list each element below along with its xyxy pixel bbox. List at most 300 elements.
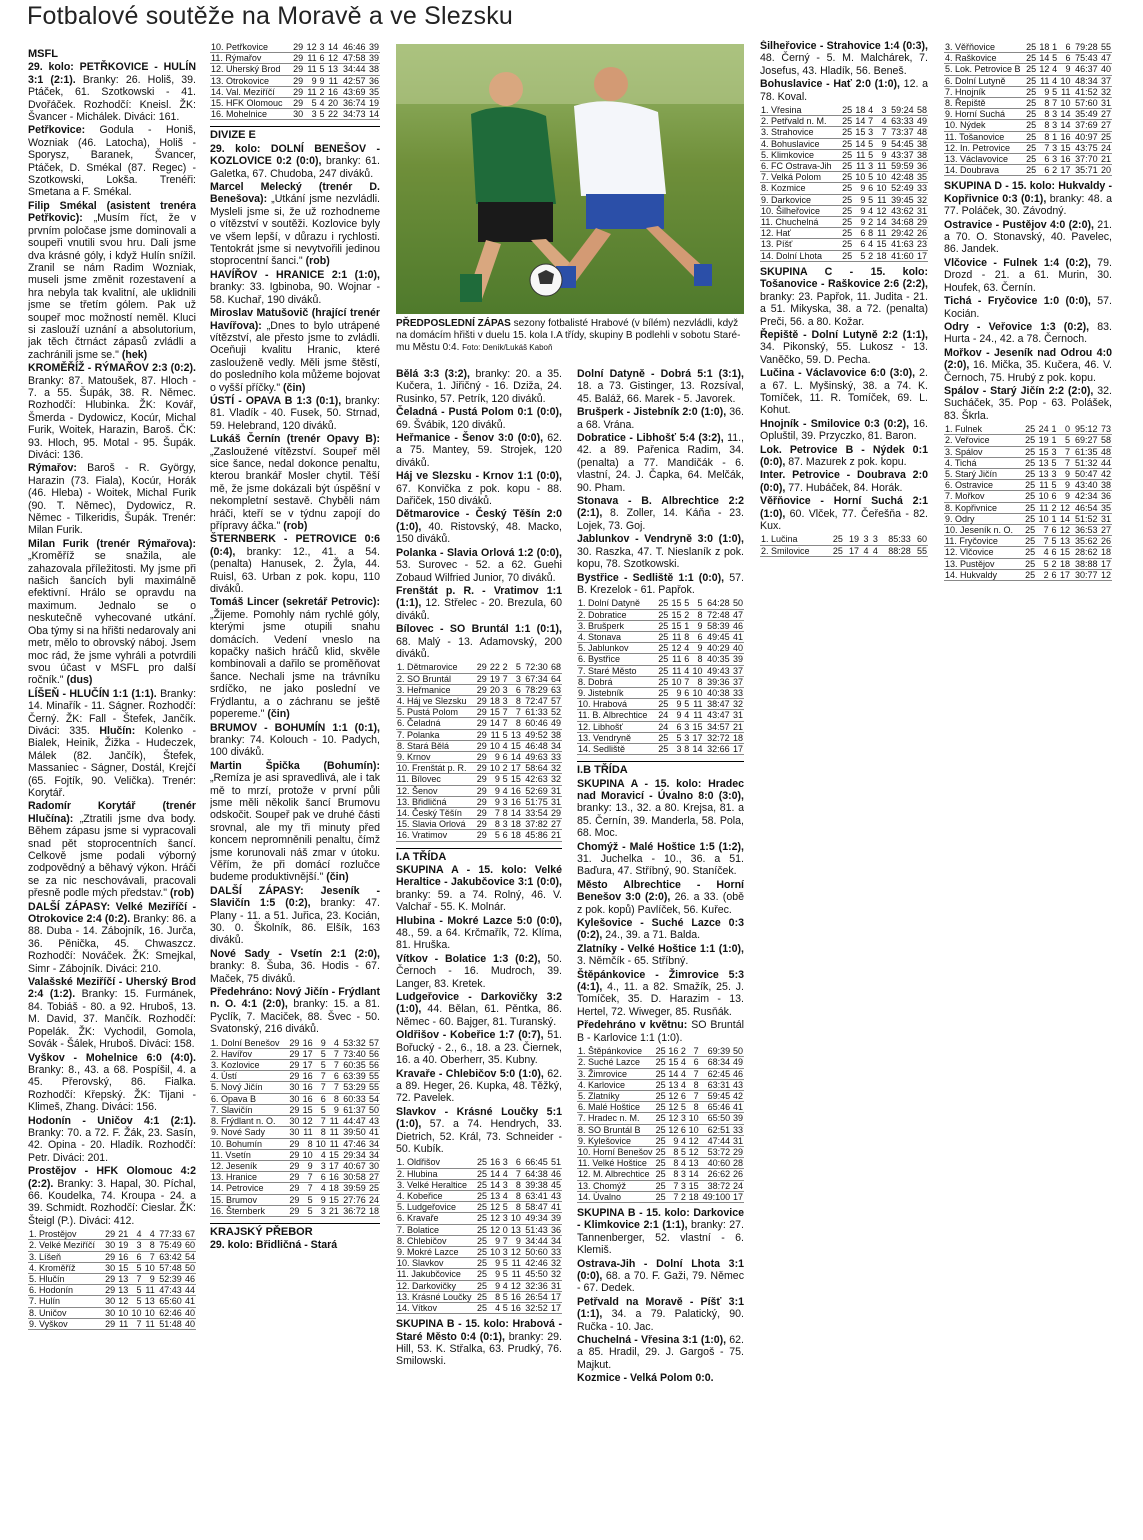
table-row bbox=[210, 109, 380, 120]
stat-cell: 18 bbox=[509, 819, 522, 830]
stat-cell: 30 bbox=[103, 1307, 116, 1318]
stat-cell: 14 bbox=[366, 109, 380, 120]
stat-cell: 6 bbox=[680, 1090, 686, 1101]
stat-cell: 9 bbox=[488, 1280, 501, 1291]
stat-cell: 73:37 bbox=[887, 127, 914, 138]
stat-cell: 39 bbox=[366, 53, 380, 64]
stat-cell: 3 bbox=[680, 1113, 686, 1124]
stat-cell: 5 bbox=[502, 1269, 508, 1280]
stat-cell: 29 bbox=[291, 86, 304, 97]
table-row bbox=[760, 534, 928, 545]
stat-cell: 48 bbox=[1098, 446, 1112, 457]
table-row bbox=[210, 1071, 380, 1082]
team-name: 14. Český Těšín bbox=[396, 807, 475, 818]
stat-cell: 6 bbox=[502, 751, 508, 762]
stat-cell: 9 bbox=[874, 138, 887, 149]
stat-cell: 16 bbox=[509, 1302, 522, 1313]
table-row bbox=[396, 1280, 562, 1291]
stat-cell: 5 bbox=[853, 250, 866, 261]
stat-cell: 6 bbox=[684, 654, 690, 665]
match-report: DALŠÍ ZÁPASY: Velké Meziříčí - Otrokovice 2:4 (0:2). Branky: 86. a 88. Duba - 14. Zábojník, 16. Jurča, 36. Pěnička, 45. Chwaszcz. Rozhodčí: Nováček. ŽK: Smejkal, Simr - Zábojník. Diváci: 210. bbox=[28, 900, 196, 975]
stat-cell: 12 bbox=[488, 1202, 501, 1213]
stat-cell: 3 bbox=[1052, 154, 1058, 165]
stat-cell: 25 bbox=[475, 1157, 488, 1168]
table-row bbox=[760, 138, 928, 149]
stat-cell: 24 bbox=[732, 1180, 743, 1191]
stat-cell: 15 bbox=[690, 721, 703, 732]
stat-cell: 34:57 bbox=[704, 721, 731, 732]
stat-cell: 63:31 bbox=[700, 1079, 731, 1090]
stat-cell: 7 bbox=[314, 1071, 327, 1082]
stat-cell: 48:34 bbox=[1071, 75, 1098, 86]
stat-cell: 38:88 bbox=[1071, 558, 1099, 569]
stat-cell: 49:63 bbox=[522, 751, 549, 762]
stat-cell: 51:52 bbox=[1071, 513, 1099, 524]
stat-cell: 15 bbox=[1036, 446, 1049, 457]
table-row bbox=[210, 1060, 380, 1071]
match-report: Valašské Meziříčí - Uherský Brod 2:4 (1:2). Branky: 15. Furmánek, 84. Tobiáš - 80. a 92. Hruboš, 13. M. David, 37. Mančík. Rozhodčí: Popelák. ŽK: Vychodil, Gomola, Sovák - Šálek, Hruboš. Diváci: 158. bbox=[28, 976, 196, 1051]
table-row bbox=[944, 109, 1112, 120]
team-name: 4. Karlovice bbox=[577, 1079, 654, 1090]
stat-cell: 35:49 bbox=[1071, 109, 1098, 120]
stat-cell: 7 bbox=[502, 1235, 508, 1246]
stat-cell: 9 bbox=[488, 1258, 501, 1269]
stat-cell: 8 bbox=[509, 1190, 522, 1201]
stat-cell: 25 bbox=[1023, 569, 1036, 580]
table-row bbox=[944, 502, 1112, 513]
table-row bbox=[577, 1169, 744, 1180]
match-report: Odry - Veřovice 1:3 (0:2), 83. Hurta - 24., 42. a 78. Černoch. bbox=[944, 320, 1112, 346]
football-players-photo bbox=[396, 44, 744, 314]
stat-cell: 5 bbox=[314, 1048, 327, 1059]
stat-cell: 5 bbox=[868, 172, 874, 183]
stat-cell: 8 bbox=[687, 1102, 700, 1113]
team-name: 11. Jakubčovice bbox=[396, 1269, 475, 1280]
stat-cell: 9 bbox=[669, 687, 682, 698]
stat-cell: 43 bbox=[549, 1190, 562, 1201]
stat-cell: 32 bbox=[1099, 86, 1112, 97]
team-name: 5. Klimkovice bbox=[760, 149, 840, 160]
stat-cell: 25 bbox=[656, 643, 669, 654]
team-name: 8. Frýdlant n. O. bbox=[210, 1116, 287, 1127]
stat-cell: 10 bbox=[314, 1138, 327, 1149]
table-row bbox=[944, 42, 1112, 53]
stat-cell: 12 bbox=[688, 1135, 699, 1146]
match-report: Bystřice - Sedliště 1:1 (0:0), 57. B. Krezelok - 61. Papřok. bbox=[577, 571, 744, 596]
stat-cell: 3 bbox=[680, 1169, 686, 1180]
stat-cell: 25 bbox=[1024, 120, 1037, 131]
stat-cell: 25 bbox=[840, 127, 853, 138]
team-name: 15. Slavia Orlová bbox=[396, 819, 475, 830]
table-row bbox=[944, 98, 1112, 109]
stat-cell: 28 bbox=[732, 1158, 743, 1169]
stat-cell: 63:33 bbox=[887, 116, 914, 127]
team-name: 7. Hulín bbox=[28, 1296, 103, 1307]
stat-cell: 2 bbox=[868, 217, 874, 228]
stat-cell: 21 bbox=[1099, 154, 1112, 165]
match-report: Vlčovice - Fulnek 1:4 (0:2), 79. Drozd - 21. a 61. Murin, 30. Houfek, 63. Černín. bbox=[944, 256, 1112, 294]
table-row bbox=[210, 1149, 380, 1160]
stat-cell: 29 bbox=[291, 75, 304, 86]
team-name: 1. Oldřišov bbox=[396, 1157, 475, 1168]
stat-cell: 8 bbox=[1037, 131, 1050, 142]
match-report: Předehráno v květnu: SO Bruntál B - Karlovice 1:1 (1:0). bbox=[577, 1019, 744, 1044]
stat-cell: 5 bbox=[509, 662, 522, 673]
table-row bbox=[396, 662, 562, 673]
table-row bbox=[577, 721, 744, 732]
stat-cell: 9 bbox=[1057, 491, 1070, 502]
stat-cell: 29 bbox=[287, 1048, 300, 1059]
stat-cell: 4 bbox=[684, 710, 690, 721]
match-report: Čeladná - Pustá Polom 0:1 (0:0), 69. Švábik, 120 diváků. bbox=[396, 406, 562, 431]
stat-cell: 31 bbox=[549, 1280, 562, 1291]
stat-cell: 36 bbox=[366, 75, 380, 86]
stat-cell: 39 bbox=[731, 654, 744, 665]
stat-cell: 25 bbox=[475, 1213, 488, 1224]
table-row bbox=[577, 1135, 744, 1146]
stat-cell: 14 bbox=[668, 1068, 679, 1079]
stat-cell: 2 bbox=[1052, 165, 1058, 176]
stat-cell: 56 bbox=[367, 1060, 380, 1071]
stat-cell: 3 bbox=[868, 161, 874, 172]
team-name: 9. Kylešovice bbox=[577, 1135, 654, 1146]
section-heading: I.B TŘÍDA bbox=[577, 761, 744, 776]
table-row bbox=[944, 165, 1112, 176]
stat-cell: 5 bbox=[1051, 457, 1057, 468]
team-name: 4. Raškovice bbox=[944, 53, 1024, 64]
table-row bbox=[396, 673, 562, 684]
stat-cell: 72:48 bbox=[704, 609, 731, 620]
team-name: 14. Dolní Lhota bbox=[760, 250, 840, 261]
stat-cell: 58:39 bbox=[704, 620, 731, 631]
stat-cell: 16 bbox=[300, 1071, 313, 1082]
match-report: SKUPINA A - 15. kolo: Velké Heraltice - Jakubčovice 3:1 (0:0), branky: 59. a 74. Rolný, 46. V. Valchař - 55. K. Molnár. bbox=[396, 864, 562, 914]
team-name: 12. Šenov bbox=[396, 785, 475, 796]
stat-cell: 9 bbox=[669, 699, 682, 710]
stat-cell: 11 bbox=[853, 149, 866, 160]
stat-cell: 25 bbox=[1024, 64, 1037, 75]
stat-cell: 38 bbox=[549, 729, 562, 740]
stat-cell: 49:100 bbox=[700, 1191, 731, 1202]
stat-cell: 5 bbox=[684, 699, 690, 710]
stat-cell: 24 bbox=[1099, 142, 1112, 153]
table-row bbox=[396, 830, 562, 841]
stat-cell: 11 bbox=[116, 1318, 129, 1329]
stat-cell: 6 bbox=[1037, 165, 1050, 176]
match-report: Kravaře - Chlebičov 5:0 (1:0), 62. a 89. Heger, 26. Kupka, 48. Těžký, 72. Pavelek. bbox=[396, 1067, 562, 1105]
team-name: 6. Malé Hoštice bbox=[577, 1102, 654, 1113]
stat-cell: 12 bbox=[300, 1116, 313, 1127]
stat-cell: 25 bbox=[656, 743, 669, 754]
stat-cell: 6 bbox=[1051, 547, 1057, 558]
stat-cell: 15 bbox=[509, 740, 522, 751]
stat-cell: 4 bbox=[488, 1302, 501, 1313]
stat-cell: 33 bbox=[732, 1124, 743, 1135]
team-name: 10. Bohumín bbox=[210, 1138, 287, 1149]
stat-cell: 25 bbox=[475, 1179, 488, 1190]
stat-cell: 12 bbox=[488, 1224, 501, 1235]
stat-cell: 44:47 bbox=[340, 1116, 367, 1127]
stat-cell: 8 bbox=[1037, 109, 1050, 120]
stat-cell: 11 bbox=[690, 710, 703, 721]
match-report: DALŠÍ ZÁPASY: Jeseník - Slavičín 1:5 (0:2), branky: 47. Plany - 11. a 51. Juřica, 23. Kocián, 30. 0. Školník, 86. Elšík, 163 diváků. bbox=[210, 884, 380, 947]
stat-cell: 37 bbox=[731, 665, 744, 676]
stat-cell: 40 bbox=[1099, 64, 1112, 75]
stat-cell: 3 bbox=[509, 673, 522, 684]
table-row bbox=[396, 684, 562, 695]
stat-cell: 63:41 bbox=[522, 1190, 549, 1201]
match-report: Filip Smékal (asistent trenéra Petřkovic): „Musím říct, že v prvním poločase jsme dominovali a soupeři vnutili svou hru. Dali jsme dva krásné góly, i když Hulín snížil. Zranil se nám Radim Wozniak, museli jsme změnit rozestavení a hra nebyla tak kvalitní, ale uklidnili jsme se třetím gólem. Pak už soupeř moc možností neměl. Kluci si zaslouží uznání a absolutorium, jak těch čtrnáct zápasů zvládli a zachránili jsme se." (hek) bbox=[28, 199, 196, 361]
match-report: Hodonín - Uničov 4:1 (2:1). Branky: 70. a 72. F. Žák, 23. Sasín, 42. Opina - 20. Hladík. Rozhodčí: Petr. Diváci: 201. bbox=[28, 1114, 196, 1164]
stat-cell: 40 bbox=[183, 1318, 196, 1329]
match-report: Lok. Petrovice B - Nýdek 0:1 (0:0), 87. Mazurek z pok. kopu. bbox=[760, 443, 928, 468]
team-name: 3. Líšeň bbox=[28, 1251, 103, 1262]
stat-cell: 11 bbox=[327, 1138, 340, 1149]
team-name: 15. HFK Olomouc bbox=[210, 98, 291, 109]
table-row bbox=[210, 1172, 380, 1183]
team-name: 2. Petřvald n. M. bbox=[760, 116, 840, 127]
stat-cell: 7 bbox=[143, 1251, 156, 1262]
match-report: Mořkov - Jeseník nad Odrou 4:0 (2:0), 16. Mička, 35. Kučera, 46. V. Černoch, 75. Hrubý z pok. kopu. bbox=[944, 346, 1112, 384]
team-name: 7. Slavičín bbox=[210, 1104, 287, 1115]
team-name: 14. Úvalno bbox=[577, 1191, 654, 1202]
stat-cell: 8 bbox=[509, 695, 522, 706]
stat-cell: 25 bbox=[1023, 513, 1036, 524]
stat-cell: 11 bbox=[1058, 86, 1071, 97]
stat-cell: 25 bbox=[828, 545, 844, 556]
stat-cell: 31 bbox=[1098, 513, 1112, 524]
team-name: 5. Starý Jičín bbox=[944, 468, 1023, 479]
stat-cell: 9 bbox=[1058, 64, 1071, 75]
stat-cell: 18 bbox=[327, 1183, 340, 1194]
stat-cell: 59:45 bbox=[700, 1090, 731, 1101]
stat-cell: 12 bbox=[488, 1213, 501, 1224]
stat-cell: 25 bbox=[655, 1057, 666, 1068]
stat-cell: 13 bbox=[668, 1079, 679, 1090]
stat-cell: 7 bbox=[667, 1180, 680, 1191]
stat-cell: 25 bbox=[655, 1135, 666, 1146]
team-name: 13. Otrokovice bbox=[210, 75, 291, 86]
stat-cell: 40:67 bbox=[340, 1160, 367, 1171]
stat-cell: 24 bbox=[367, 1194, 380, 1205]
stat-cell: 8 bbox=[314, 1127, 327, 1138]
stat-cell: 35:62 bbox=[1071, 536, 1099, 547]
stat-cell: 35 bbox=[366, 86, 380, 97]
stat-cell: 29 bbox=[475, 796, 488, 807]
match-report: Radomír Korytář (trenér Hlučína): „Ztratili jsme dva body. Během zápasu jsme si vypracovali snad pět stoprocentních šancí. Celkově jsme podali výborný zodpovědný a běhavý výkon. Hráči se za nic neschovávali, pracovali přesně podle mých představ." (rob) bbox=[28, 800, 196, 900]
team-name: 4. Kobeřice bbox=[396, 1190, 475, 1201]
stat-cell: 8 bbox=[690, 609, 703, 620]
stat-cell: 21 bbox=[327, 1205, 340, 1216]
match-report: Dětmarovice - Český Těšín 2:0 (1:0), 40. Ristovský, 48. Macko, 150 diváků. bbox=[396, 508, 562, 546]
stat-cell: 44 bbox=[183, 1285, 196, 1296]
team-name: 5. Pustá Polom bbox=[396, 707, 475, 718]
stat-cell: 25 bbox=[1024, 42, 1037, 53]
stat-cell: 9 bbox=[853, 183, 866, 194]
stat-cell: 17 bbox=[1098, 558, 1112, 569]
table-row bbox=[210, 1093, 380, 1104]
stat-cell: 29 bbox=[287, 1060, 300, 1071]
match-report: Lučina - Václavovice 6:0 (3:0), 2. a 67. L. Myšinský, 38. a 74. K. Tomíček, 11. R. Tomíček, 69. L. Kohut. bbox=[760, 367, 928, 417]
stat-cell: 25 bbox=[828, 534, 844, 545]
stat-cell: 60 bbox=[912, 534, 928, 545]
table-row bbox=[577, 1146, 744, 1157]
team-name: 12. Vlčovice bbox=[944, 547, 1023, 558]
table-row bbox=[760, 161, 928, 172]
stat-cell: 9 bbox=[667, 1135, 680, 1146]
stat-cell: 46 bbox=[731, 620, 744, 631]
stat-cell: 40:60 bbox=[700, 1158, 731, 1169]
stat-cell: 51 bbox=[549, 1157, 562, 1168]
stat-cell: 1 bbox=[1052, 42, 1058, 52]
stat-cell: 6 bbox=[684, 687, 690, 698]
stat-cell: 27 bbox=[1099, 109, 1112, 120]
stat-cell: 38 bbox=[915, 149, 928, 160]
stat-cell: 20 bbox=[488, 684, 501, 695]
stat-cell: 6 bbox=[129, 1251, 142, 1262]
stat-cell: 6 bbox=[853, 228, 866, 239]
stat-cell: 43:75 bbox=[1071, 142, 1098, 153]
match-report: Tichá - Fryčovice 1:0 (0:0), 57. Kocián. bbox=[944, 295, 1112, 320]
stat-cell: 25 bbox=[655, 1079, 666, 1090]
stat-cell: 7 bbox=[327, 1048, 340, 1059]
stat-cell: 11 bbox=[488, 729, 501, 740]
stat-cell: 17 bbox=[327, 1160, 340, 1171]
stat-cell: 55 bbox=[1099, 42, 1112, 53]
table-row bbox=[944, 536, 1112, 547]
stat-cell: 25 bbox=[840, 149, 853, 160]
stat-cell: 69:27 bbox=[1071, 435, 1099, 446]
team-name: 11. Rýmařov bbox=[210, 53, 291, 64]
stat-cell: 25 bbox=[1023, 446, 1036, 457]
team-name: 8. Kopřivnice bbox=[944, 502, 1023, 513]
caption-credit: Foto: Deník/Lukáš Kaboň bbox=[462, 343, 553, 352]
stat-cell: 3 bbox=[314, 1205, 327, 1216]
team-name: 4. Kroměříž bbox=[28, 1262, 103, 1273]
match-report: Frenštát p. R. - Vratimov 1:1 (1:1), 12. Střelec - 20. Brezula, 60 diváků. bbox=[396, 584, 562, 622]
match-report: SKUPINA D - 15. kolo: Hukvaldy - Kopřivnice 0:3 (0:1), branky: 48. a 77. Poláček, 30. Závodný. bbox=[944, 180, 1112, 218]
stat-cell: 25 bbox=[475, 1258, 488, 1269]
stat-cell: 7 bbox=[129, 1274, 142, 1285]
stat-cell: 29 bbox=[287, 1138, 300, 1149]
table-row bbox=[210, 1194, 380, 1205]
stat-cell: 14 bbox=[690, 743, 703, 754]
stat-cell: 15 bbox=[509, 774, 522, 785]
stat-cell: 4 bbox=[680, 1079, 686, 1090]
stat-cell: 60:33 bbox=[340, 1093, 367, 1104]
match-report: Lukáš Černín (trenér Opavy B): „Zasloužené vítězství. Soupeř měl sice šance, nedal dokonce penaltu, kterou brankář Mosler chytil. Těší mě, že jsme dokázali být úspěšní v nekompletní sestavě. Chyběli nám hráči, kteří se v týdnu zapojí do přípravy áčka." (rob) bbox=[210, 433, 380, 533]
stat-cell: 25 bbox=[1023, 491, 1036, 502]
stat-cell: 5 bbox=[300, 1205, 313, 1216]
stat-cell: 29 bbox=[287, 1104, 300, 1115]
stat-cell: 3 bbox=[869, 534, 878, 545]
stat-cell: 12 bbox=[668, 1102, 679, 1113]
stat-cell: 13 bbox=[688, 1158, 699, 1169]
stat-cell: 11 bbox=[874, 228, 887, 239]
stat-cell: 1 bbox=[1051, 513, 1057, 524]
stat-cell: 8 bbox=[509, 1179, 522, 1190]
match-report: SKUPINA B - 15. kolo: Darkovice - Klimkovice 2:1 (1:1), branky: 27. Tannenberger, 52. vlastní - 6. Klemiš. bbox=[577, 1206, 744, 1257]
table-row bbox=[210, 1048, 380, 1059]
column-divize-e bbox=[210, 40, 380, 1540]
stat-cell: 6 bbox=[314, 1093, 327, 1104]
table-row bbox=[577, 654, 744, 665]
stat-cell: 25 bbox=[840, 250, 853, 261]
table-row bbox=[760, 127, 928, 138]
stat-cell: 42:57 bbox=[339, 75, 367, 86]
stat-cell: 6 bbox=[1051, 524, 1057, 535]
stat-cell: 50 bbox=[367, 1104, 380, 1115]
match-report: Kylešovice - Suché Lazce 0:3 (0:2), 24., 39. a 71. Balda. bbox=[577, 917, 744, 942]
stat-cell: 14 bbox=[874, 217, 887, 228]
stat-cell: 18 bbox=[1037, 42, 1050, 53]
match-report: Prostějov - HFK Olomouc 4:2 (2:2). Branky: 3. Hapal, 30. Píchal, 66. Koudelka, 74. Kroupa - 24. a 39. Schmidt. Rozhodčí: Cieslar. ŽK: Šteigl (P.). Diváci: 412. bbox=[28, 1165, 196, 1227]
stat-cell: 13 bbox=[509, 1224, 522, 1235]
stat-cell: 36:74 bbox=[339, 98, 367, 109]
stat-cell: 29 bbox=[475, 807, 488, 818]
match-report: Brušperk - Jistebník 2:0 (1:0), 36. a 68. Vrána. bbox=[577, 406, 744, 431]
stat-cell: 30 bbox=[287, 1093, 300, 1104]
stat-cell: 24 bbox=[656, 721, 669, 732]
stat-cell: 37:82 bbox=[522, 819, 549, 830]
stat-cell: 7 bbox=[874, 127, 887, 138]
stat-cell: 16 bbox=[300, 1082, 313, 1093]
stat-cell: 12 bbox=[669, 643, 682, 654]
stat-cell: 57 bbox=[549, 695, 562, 706]
stat-cell: 59:24 bbox=[887, 105, 914, 116]
match-report: Ostrava-Jih - Dolní Lhota 3:1 (0:0), 68. a 70. F. Gaži, 79. Němec - 67. Dedek. bbox=[577, 1257, 744, 1295]
stat-cell: 3 bbox=[1052, 109, 1058, 120]
match-report: Chomýž - Malé Hoštice 1:5 (1:2), 31. Juchelka - 10., 36. a 51. Baďura, 47. Stříbný, 90. Staníček. bbox=[577, 840, 744, 878]
stat-cell: 11 bbox=[874, 161, 887, 172]
stat-cell: 10 bbox=[853, 172, 866, 183]
table-row bbox=[577, 1068, 744, 1079]
match-report: Dobratice - Libhošť 5:4 (3:2), 11., 42. a 89. Pařenica Radim, 34. (penalta) a 77. Mandičák - 6. vlastní, 24. J. Čapka, 64. Melčák, 90. Pham. bbox=[577, 432, 744, 494]
table-row bbox=[396, 729, 562, 740]
team-name: 9. Darkovice bbox=[760, 194, 840, 205]
table-row bbox=[760, 183, 928, 194]
stat-cell: 39:36 bbox=[704, 676, 731, 687]
table-row bbox=[577, 1057, 744, 1068]
match-report: Miroslav Matušovič (hrající trenér Havířova): „Dnes to bylo utrápené vítězství, ale přesto jsme to zvládli. Oceňuji kvalitu Hranic, které zaslouženě vedly. Měli jsme štěstí, do posledního kola můžeme bojovat o vyšší příčky." (čin) bbox=[210, 307, 380, 394]
table-row bbox=[210, 64, 380, 75]
stat-cell: 15 bbox=[488, 707, 501, 718]
match-report: Vyškov - Mohelnice 6:0 (4:0). Branky: 8., 43. a 68. Pospíšil, 4. a 45. Přerovský, 86. Fialka. Rozhodčí: Křepský. ŽK: Tijani - Klimeš, Zhang. Diváci: 156. bbox=[28, 1051, 196, 1114]
table-row bbox=[577, 1158, 744, 1169]
stat-cell: 29 bbox=[475, 673, 488, 684]
stat-cell: 10 bbox=[1036, 491, 1049, 502]
stat-cell: 46 bbox=[183, 1274, 196, 1285]
stat-cell: 58 bbox=[1098, 435, 1112, 446]
stat-cell: 19 bbox=[366, 98, 380, 109]
stat-cell: 31 bbox=[1099, 98, 1112, 109]
stat-cell: 8 bbox=[690, 676, 703, 687]
table-row bbox=[577, 743, 744, 754]
stat-cell: 15 bbox=[300, 1104, 313, 1115]
stat-cell: 88:28 bbox=[879, 545, 912, 556]
stat-cell: 14 bbox=[853, 116, 866, 127]
stat-cell: 14 bbox=[1037, 53, 1050, 64]
stat-cell: 2 bbox=[680, 1191, 686, 1202]
stat-cell: 25 bbox=[1023, 424, 1036, 435]
stat-cell: 32:36 bbox=[522, 1280, 549, 1291]
stat-cell: 18 bbox=[509, 830, 522, 841]
stat-cell: 25 bbox=[1023, 435, 1036, 446]
photo-caption bbox=[396, 318, 744, 354]
stat-cell: 14 bbox=[1057, 513, 1070, 524]
stat-cell: 60:35 bbox=[340, 1060, 367, 1071]
team-name: 3. Kozlovice bbox=[210, 1060, 287, 1071]
